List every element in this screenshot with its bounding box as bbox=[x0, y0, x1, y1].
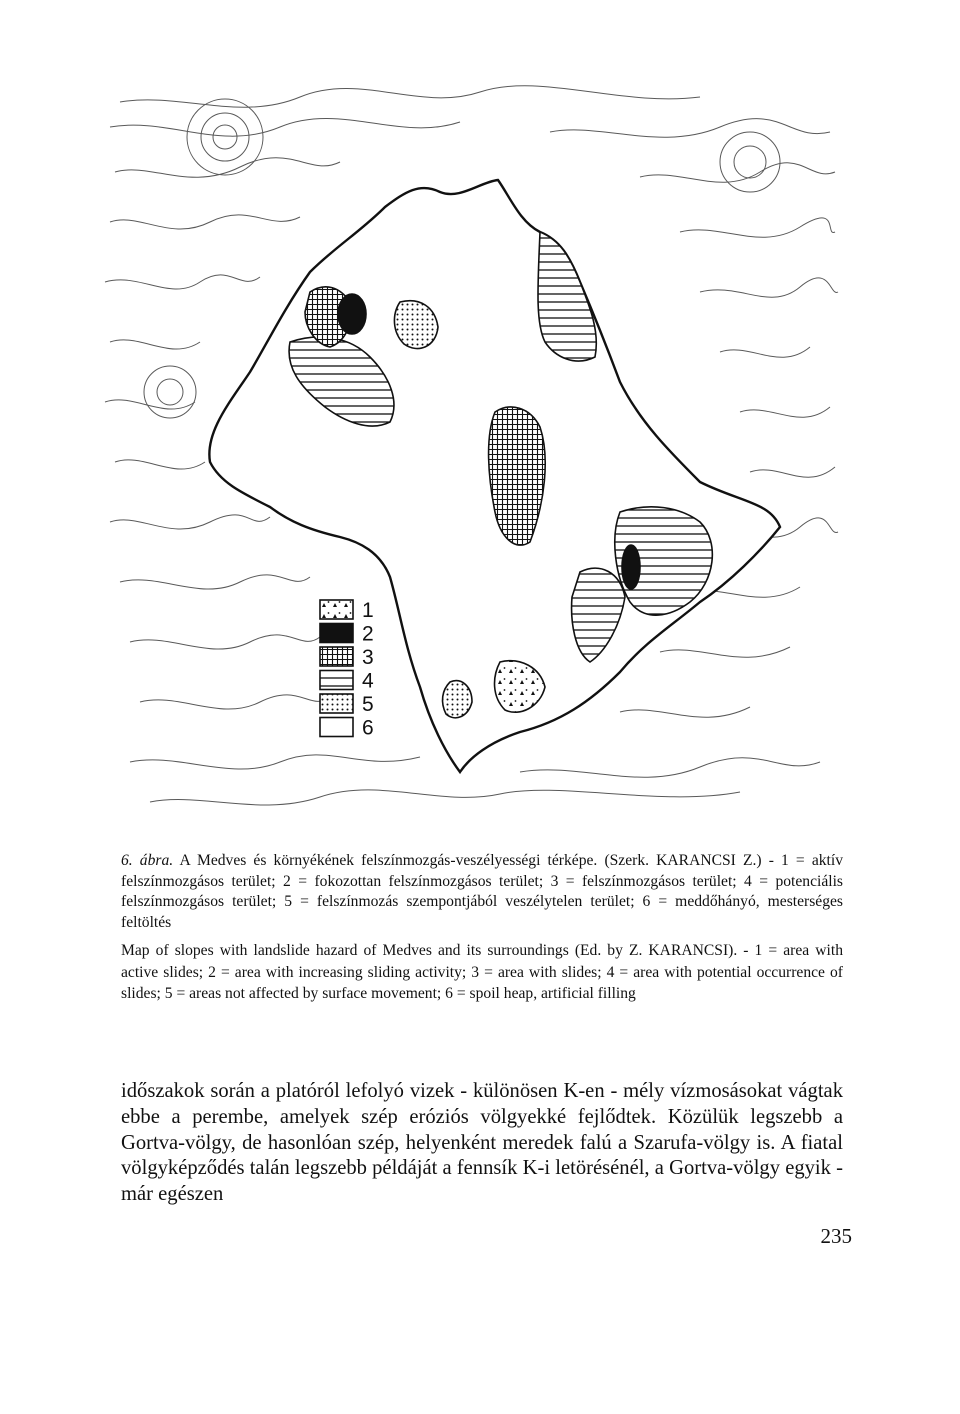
legend-number-6: 6 bbox=[362, 716, 374, 740]
horizontal-lines-zone-north bbox=[538, 232, 596, 361]
legend-swatch-1 bbox=[320, 600, 353, 619]
caption-hu-text: A Medves és környékének felszínmozgás-veszélyességi térképe. (Szerk. KARANCSI Z.) - 1 = aktív felszínmozgásos terület; 2 = fokozottan felszínmozgásos terület; 3 = felszínmozgásos terület; 4 = potenciális felszínmozgásos terület; 5 = felszínmozás szempontjából veszélytelen terület; 6 = meddőhányó, mesterséges feltöltés bbox=[121, 852, 844, 931]
figure-caption-english: Map of slopes with landslide hazard of Medves and its surroundings (Ed. by Z. KARANCSI). - 1 = area with active slides; 2 = area with increasing sliding activity; 3 = area with slides; 4 = area with potential occurrence of slides; 5 = areas not affected by surface movement; 6 = spoil heap, artificial filling bbox=[121, 942, 843, 1002]
legend-number-5: 5 bbox=[362, 693, 374, 716]
legend-number-3: 3 bbox=[362, 646, 374, 669]
body-paragraph: időszakok során a platóról lefolyó vizek - különösen K-en - mély vízmosásokat vágtak ebbe a perembe, amelyek szép eróziós völgyekké fejlődtek. Közülük legszebb a Gortva-völgy, de hasonlóan szép, helyenként meredek falú a Szarufa-völgy is. A fiatal völgyképződés talán legszebb példáját a fennsík K-i letörésénél, a Gortva-völgy egyik - már egészen bbox=[121, 1080, 843, 1206]
dotted-zone-south bbox=[443, 681, 472, 718]
legend-swatch-6 bbox=[320, 718, 353, 737]
legend-number-1: 1 bbox=[362, 599, 374, 622]
legend-swatch-2 bbox=[320, 624, 353, 643]
figure-caption-hungarian bbox=[121, 851, 843, 933]
hazard-zones bbox=[209, 180, 780, 772]
legend-number-4: 4 bbox=[362, 669, 374, 693]
legend bbox=[320, 599, 374, 740]
legend-swatch-3 bbox=[320, 647, 353, 666]
landslide-hazard-map bbox=[100, 82, 840, 827]
solid-zone-west bbox=[338, 294, 366, 334]
solid-zone-east bbox=[622, 545, 640, 589]
figure-label: 6. ábra. bbox=[121, 852, 174, 869]
legend-swatch-5 bbox=[320, 694, 353, 713]
legend-swatch-4 bbox=[320, 671, 353, 690]
page-number: 235 bbox=[820, 1224, 852, 1248]
legend-number-2: 2 bbox=[362, 622, 374, 646]
